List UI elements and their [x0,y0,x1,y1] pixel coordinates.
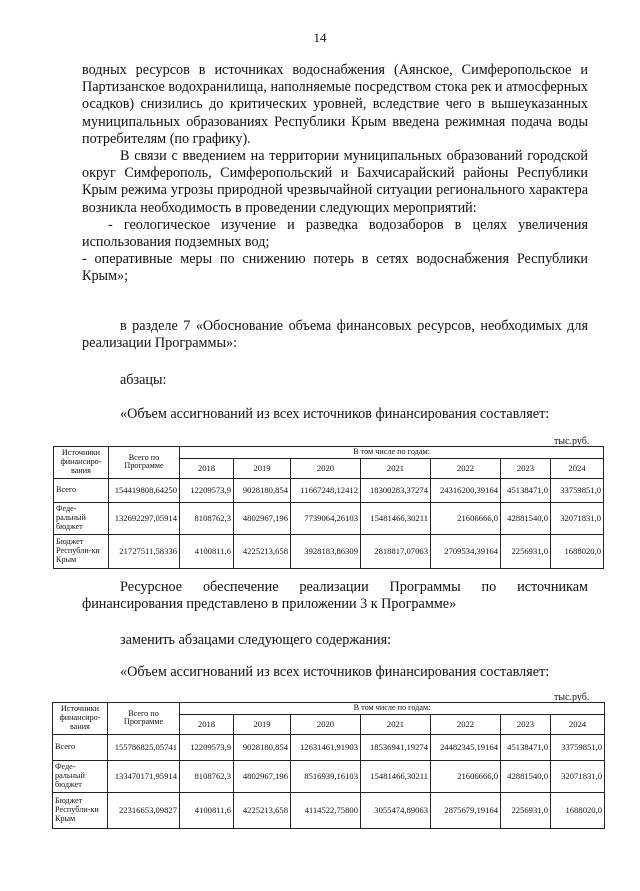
header-year: 2019 [234,458,291,478]
cell-value: 4100811,6 [180,534,234,568]
header-year: 2018 [180,714,234,734]
cell-value: 2709534,39164 [431,534,501,568]
header-sources: Источники финансиро-вания [53,703,108,735]
cell-value: 2818817,07063 [361,534,431,568]
table-row [54,502,604,534]
row-label: Всего [53,734,108,760]
financing-table-new [52,702,605,829]
volume-intro-new: «Объем ассигнований из всех источников финансирования составляет: [120,664,550,680]
volume-intro-old-wrap [82,406,588,423]
cell-value: 8108762,3 [180,760,234,792]
header-year: 2019 [234,714,291,734]
text-block-top [82,62,588,286]
cell-value: 18300283,37274 [361,478,431,502]
cell-value: 42881540,0 [501,502,551,534]
replace-text: заменить абзацами следующего содержания: [120,632,392,648]
cell-value: 12209573,9 [180,478,234,502]
cell-value: 32071831,0 [551,760,605,792]
header-total: Всего по Программе [109,447,180,479]
cell-value: 3055474,89063 [361,792,431,828]
header-year: 2021 [361,458,431,478]
cell-value: 1688020,0 [551,534,604,568]
header-by-years: В том числе по годам: [180,703,605,715]
header-year: 2018 [180,458,234,478]
cell-value: 4802967,196 [234,760,291,792]
text-block-section [82,318,588,352]
header-year: 2023 [501,714,551,734]
header-year: 2022 [431,714,501,734]
header-year: 2023 [501,458,551,478]
cell-value: 21606666,0 [431,502,501,534]
unit-label-new: тыс.руб. [554,692,590,703]
cell-value: 3928183,86309 [291,534,361,568]
paragraph-emergency: В связи с введением на территории муниципальных образований городской округ Симферополь, Симферопольский и Бахчисарайский районы Республики Крым режима угрозы природной чрезвычайной ситуации регионального характера возникла необходимость в проведении следующих мероприятий: [82,148,588,216]
page-number: 14 [313,30,327,45]
header-year: 2020 [291,714,361,734]
cell-value: 45138471,0 [501,478,551,502]
cell-total: 21727511,58336 [109,534,180,568]
cell-total: 133470171,95914 [108,760,180,792]
bullet-operational: - оперативные меры по снижению потерь в сетях водоснабжения Республики Крым»; [82,251,588,285]
cell-total: 155786825,05741 [108,734,180,760]
resource-paragraph: Ресурсное обеспечение реализации Программы по источникам финансирования представлено в приложении 3 к Программе» [82,579,588,613]
cell-value: 42881540,0 [501,760,551,792]
cell-value: 12209573,9 [180,734,234,760]
header-year: 2020 [291,458,361,478]
cell-value: 24482345,19164 [431,734,501,760]
cell-value: 12631461,91903 [291,734,361,760]
row-label: Феде-ральный бюджет [54,502,109,534]
cell-value: 1688020,0 [551,792,605,828]
header-by-years: В том числе по годам: [180,447,604,459]
cell-value: 33759851,0 [551,734,605,760]
cell-value: 4225213,658 [234,534,291,568]
cell-value: 2875679,19164 [431,792,501,828]
cell-value: 9028180,854 [234,734,291,760]
cell-value: 4802967,196 [234,502,291,534]
header-year: 2024 [551,714,605,734]
cell-value: 18536941,19274 [361,734,431,760]
bullet-geological: - геологическое изучение и разведка водозаборов в целях увеличения использования подземных вод; [82,216,588,251]
row-label: Всего [54,478,109,502]
table-row [54,534,604,568]
cell-value: 15481466,30211 [361,502,431,534]
text-abzacy-wrap [82,372,588,389]
financing-table-old [53,446,604,569]
cell-value: 4114522,75800 [291,792,361,828]
header-year: 2022 [431,458,501,478]
table-row [53,760,605,792]
cell-total: 22316653,09827 [108,792,180,828]
cell-value: 4100811,6 [180,792,234,828]
cell-total: 132692297,05914 [109,502,180,534]
cell-value: 2256931,0 [501,534,551,568]
table-row [53,734,605,760]
cell-value: 4225213,658 [234,792,291,828]
header-total: Всего по Программе [108,703,180,735]
section-reference: в разделе 7 «Обоснование объема финансовых ресурсов, необходимых для реализации Программы»: [82,318,588,352]
row-label: Бюджет Республи-ки Крым [53,792,108,828]
row-label: Бюджет Республи-ки Крым [54,534,109,568]
cell-total: 154419808,64250 [109,478,180,502]
cell-value: 8516939,16103 [291,760,361,792]
unit-label-old: тыс.руб. [554,436,590,447]
cell-value: 32071831,0 [551,502,604,534]
table-row [53,792,605,828]
header-year: 2021 [361,714,431,734]
row-label: Феде-ральный бюджет [53,760,108,792]
cell-value: 7739064,26103 [291,502,361,534]
cell-value: 9028180,854 [234,478,291,502]
header-sources: Источники финансиро-вания [54,447,109,479]
table-row [54,478,604,502]
cell-value: 45138471,0 [501,734,551,760]
cell-value: 11667248,12412 [291,478,361,502]
cell-value: 8108762,3 [180,502,234,534]
cell-value: 21606666,0 [431,760,501,792]
paragraph-water-resources: водных ресурсов в источниках водоснабжения (Аянское, Симферопольское и Партизанское водохранилища, наполняемые посредством стока рек и атмосферных осадков) снизились до критических уровней, вследствие чего в вышеуказанных муниципальных образованиях Республики Крым введена режимная подача воды потребителям (по графику). [82,62,588,147]
volume-intro-old: «Объем ассигнований из всех источников финансирования составляет: [120,406,550,422]
cell-value: 2256931,0 [501,792,551,828]
cell-value: 15481466,30211 [361,760,431,792]
volume-intro-new-wrap [82,664,588,681]
text-abzacy: абзацы: [120,372,167,388]
resource-para-wrap [82,579,588,613]
cell-value: 33759851,0 [551,478,604,502]
header-year: 2024 [551,458,604,478]
replace-wrap [82,632,588,649]
cell-value: 24316200,39164 [431,478,501,502]
